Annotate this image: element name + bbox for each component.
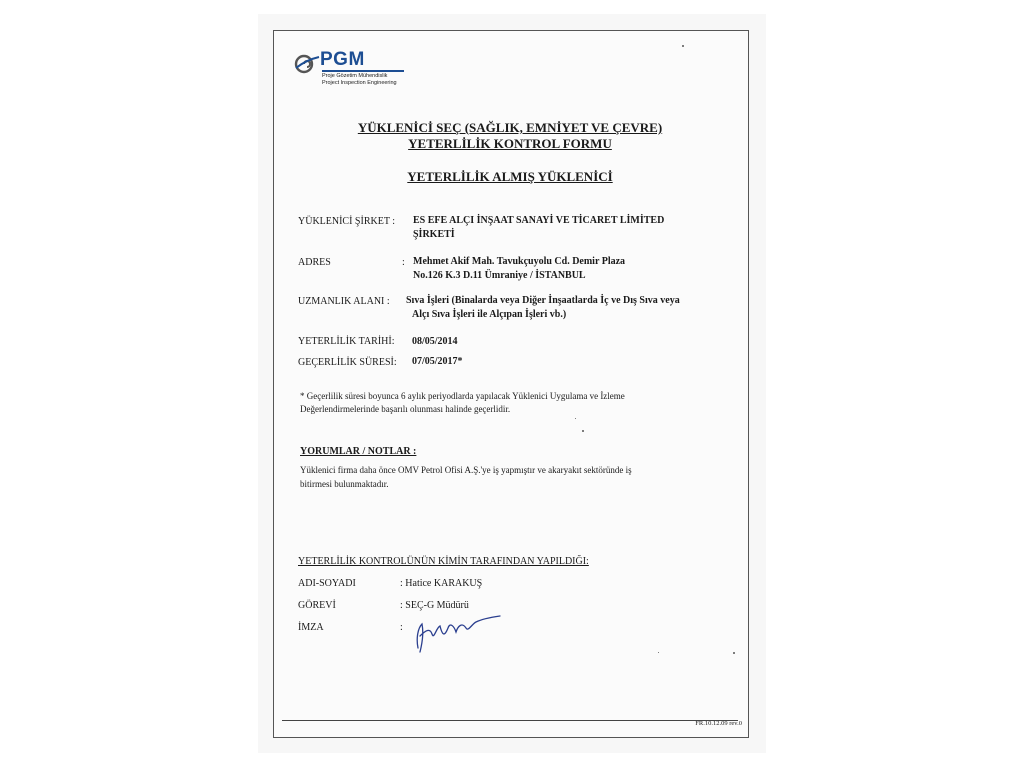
comments-line1: Yüklenici firma daha önce OMV Petrol Ofisi A.Ş.'ye iş yapmıştır ve akaryakıt sektöründe iş (300, 465, 632, 475)
qualification-date-label: YETERLİLİK TARİHİ: (298, 336, 395, 347)
expertise-label: UZMANLIK ALANI : (298, 296, 390, 307)
control-heading: YETERLİLİK KONTROLÜNÜN KİMİN TARAFINDAN YAPILDIĞI: (298, 556, 589, 567)
logo-underline (322, 70, 404, 72)
handwritten-signature (410, 612, 505, 657)
footnote-line2: Değerlendirmelerinde başarılı olunması halinde geçerlidir. (300, 404, 511, 414)
address-colon: : (402, 257, 405, 268)
comments-heading: YORUMLAR / NOTLAR : (300, 446, 417, 457)
logo-name: PGM (320, 49, 365, 70)
name-value: : Hatice KARAKUŞ (400, 578, 483, 589)
comments-line2: bitirmesi bulunmaktadır. (300, 479, 389, 489)
logo-subtitle-tr: Proje Gözetim Mühendislik (322, 73, 388, 79)
company-value-line1: ES EFE ALÇI İNŞAAT SANAYİ VE TİCARET LİMİTED (413, 215, 665, 226)
validity-value: 07/05/2017* (412, 356, 463, 367)
address-value-line1: Mehmet Akif Mah. Tavukçuyolu Cd. Demir Plaza (413, 256, 626, 267)
form-number: FR.10.12.09 rev.0 (695, 720, 742, 727)
pgm-logo-icon (294, 54, 320, 74)
speck (682, 45, 684, 47)
company-label: YÜKLENİCİ ŞİRKET : (298, 216, 396, 227)
logo-subtitle (322, 73, 397, 86)
footer-rule (282, 720, 738, 721)
logo-subtitle-en: Project Inspection Engineering (322, 79, 397, 86)
title-line3: YETERLİLİK ALMIŞ YÜKLENİCİ (407, 169, 613, 184)
title-line1: YÜKLENİCİ SEÇ (SAĞLIK, EMNİYET VE ÇEVRE) (357, 120, 663, 135)
speck (582, 430, 584, 432)
title-line2: YETERLİLİK KONTROL FORMU (408, 136, 612, 151)
name-label: ADI-SOYADI (298, 578, 356, 589)
address-label: ADRES (298, 257, 331, 268)
role-value: : SEÇ-G Müdürü (400, 600, 469, 611)
expertise-value-line2: Alçı Sıva İşleri ile Alçıpan İşleri vb.) (412, 309, 567, 320)
qualification-date-value: 08/05/2014 (412, 336, 458, 347)
speck (733, 652, 735, 654)
footnote-line1: * Geçerlilik süresi boyunca 6 aylık periyodlarda yapılacak Yüklenici Uygulama ve İzleme (300, 391, 625, 401)
expertise-value-line1: Sıva İşleri (Binalarda veya Diğer İnşaatlarda İç ve Dış Sıva veya (406, 295, 680, 306)
address-value-line2: No.126 K.3 D.11 Ümraniye / İSTANBUL (413, 270, 586, 281)
speck (658, 652, 659, 653)
speck (575, 418, 576, 419)
role-label: GÖREVİ (298, 600, 336, 611)
pgm-logo (294, 49, 424, 86)
validity-label: GEÇERLİLİK SÜRESİ: (298, 357, 397, 368)
company-value-line2: ŞİRKETİ (413, 229, 455, 240)
signature-colon: : (400, 622, 403, 633)
signature-label: İMZA (298, 622, 324, 633)
